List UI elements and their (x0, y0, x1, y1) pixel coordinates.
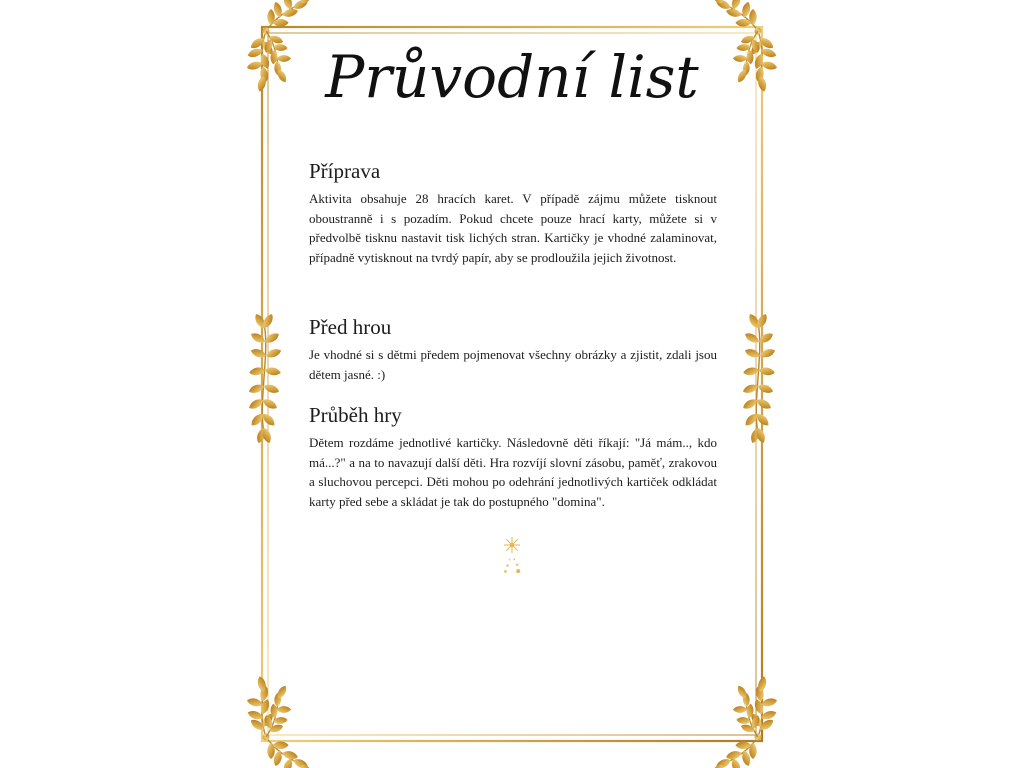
christmas-tree-icon (504, 537, 520, 573)
section-text: Dětem rozdáme jednotlivé kartičky. Následovně děti říkají: "Já mám.., kdo má...?" a na to navazují další děti. Hra rozvíjí slovní zásobu, paměť, zrakovou a sluchovou percepci. Děti mohou po odehrání jednotlivých kartiček odkládat karty před sebe a skládat je tak do postupného "domina". (309, 435, 717, 509)
section-text: Aktivita obsahuje 28 hracích karet. V případě zájmu můžete tisknout oboustranně i s pozadím. Pokud chcete pouze hrací karty, můžete si v předvolbě tisknu nastavit tisk lichých stran. Kartičky je vhodné zalaminovat, případně vytisknout na tvrdý papír, aby se prodloužila jejich životnost. (309, 191, 717, 265)
section-heading: Průběh hry (309, 403, 402, 427)
section-text: Je vhodné si s dětmi předem pojmenovat všechny obrázky a zjistit, zdali jsou dětem jasné. :) (309, 347, 717, 382)
section-heading: Před hrou (309, 315, 392, 339)
gold-leaf-side-icon (741, 312, 776, 444)
section-pred-hrou (309, 316, 717, 384)
gold-leaf-side-icon (247, 312, 282, 444)
section-prubeh-hry (309, 404, 717, 511)
section-heading: Příprava (309, 159, 381, 183)
section-priprava (309, 160, 717, 267)
page-title: Průvodní list (325, 43, 699, 111)
